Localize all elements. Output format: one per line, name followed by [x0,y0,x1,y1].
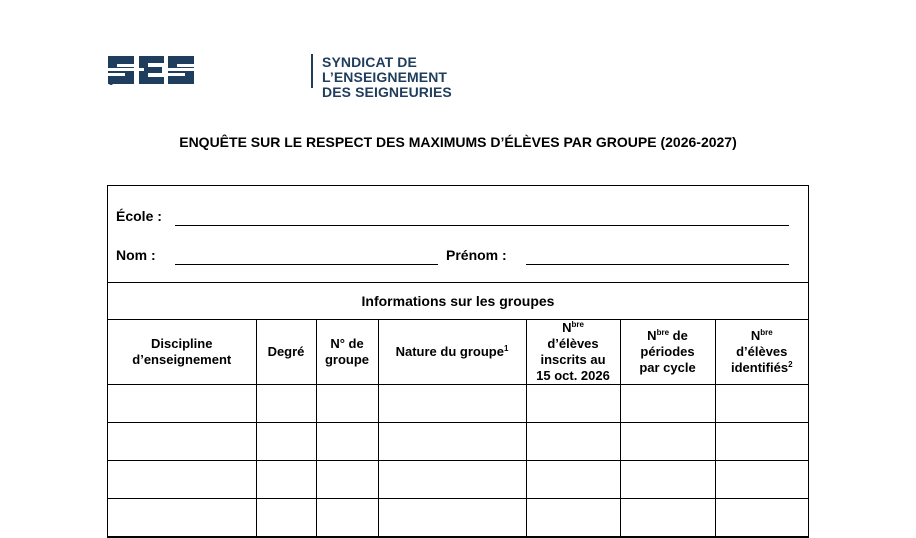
prenom-field[interactable] [526,264,789,265]
ecole-label: École : [116,208,162,224]
table-cell[interactable] [316,461,378,499]
table-cell[interactable] [526,385,620,423]
organization-name [322,55,466,100]
header-discipline: Discipline d’enseignement [108,320,256,385]
table-cell[interactable] [620,461,715,499]
header-nature: Nature du groupe$^1$ [378,320,526,385]
header-groupe: N° de groupe [316,320,378,385]
table-cell[interactable] [108,461,256,499]
ses-logo-mark-icon [106,52,198,90]
prenom-label: Prénom : [446,247,507,263]
table-cell[interactable] [378,499,526,537]
table-cell[interactable] [378,461,526,499]
nom-field[interactable] [175,264,438,265]
nom-label: Nom : [116,247,156,263]
table-cell[interactable] [256,499,316,537]
table-cell[interactable] [108,423,256,461]
table-cell[interactable] [378,423,526,461]
table-cell[interactable] [256,385,316,423]
organization-name-line1: SYNDICAT DE L’ENSEIGNEMENT [322,54,448,85]
table-cell[interactable] [715,461,808,499]
table-row [108,461,808,499]
table-row [108,499,808,537]
table-cell[interactable] [108,499,256,537]
table-cell[interactable] [526,461,620,499]
table-cell[interactable] [526,423,620,461]
table-row [108,423,808,461]
table-cell[interactable] [256,423,316,461]
survey-title: ENQUÊTE SUR LE RESPECT DES MAXIMUMS D’ÉLÈVES PAR GROUPE (2026-2027) [179,134,737,150]
table-cell[interactable] [316,499,378,537]
organization-name-line2: DES SEIGNEURIES [322,84,452,100]
header-inscrits: $N^{bre}$ d’élèves inscrits au 15 oct. 2026 [526,320,620,385]
groups-table [108,320,808,537]
table-cell[interactable] [620,423,715,461]
header-degre: Degré [256,320,316,385]
section-title: Informations sur les groupes [108,283,808,320]
table-cell[interactable] [316,423,378,461]
header-periodes: $N^{bre}$ de périodes par cycle [620,320,715,385]
logo-divider [311,54,313,88]
table-cell[interactable] [620,499,715,537]
table-cell[interactable] [316,385,378,423]
table-cell[interactable] [620,385,715,423]
table-cell[interactable] [108,385,256,423]
table-cell[interactable] [256,461,316,499]
table-cell[interactable] [715,499,808,537]
table-cell[interactable] [378,385,526,423]
table-cell[interactable] [715,423,808,461]
table-cell[interactable] [526,499,620,537]
ecole-field[interactable] [175,225,789,226]
identification-section [108,186,808,283]
survey-form [107,185,809,538]
table-header-row [108,320,808,385]
table-row [108,385,808,423]
header-identifies: $N^{bre}$ d’élèves identifiés$^2$ [715,320,808,385]
table-cell[interactable] [715,385,808,423]
ses-logo [106,52,466,100]
